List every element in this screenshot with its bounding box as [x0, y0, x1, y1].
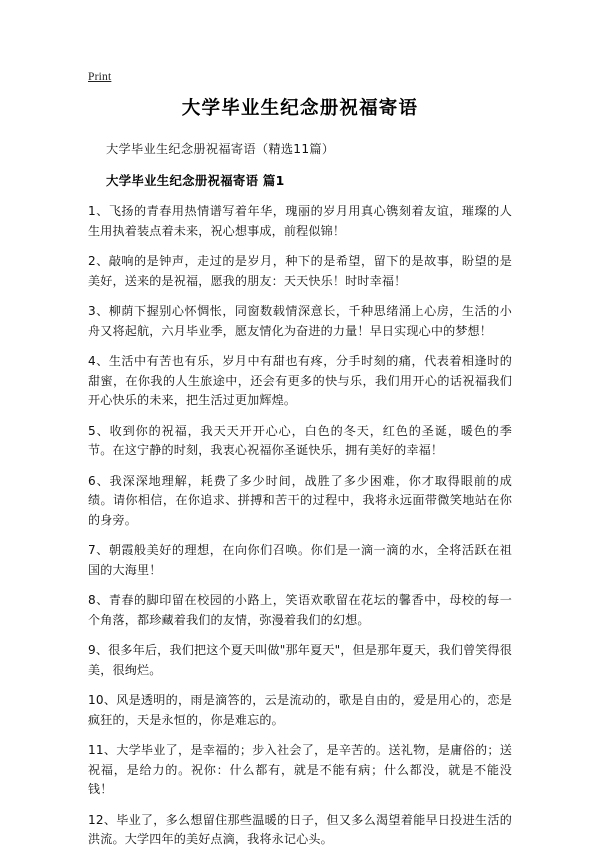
list-item: 11、大学毕业了，是幸福的；步入社会了，是辛苦的。送礼物，是庸俗的；送祝福，是给力的。祝你：什么都有，就是不能有病；什么都没，就是不能没钱！	[88, 743, 512, 796]
list-item: 9、很多年后，我们把这个夏天叫做"那年夏天"，但是那年夏天，我们曾笑得很美，很绚烂。	[88, 643, 512, 677]
list-item: 5、收到你的祝福，我天天开开心心，白色的冬天，红色的圣诞，暖色的季节。在这宁静的时刻，我衷心祝福你圣诞快乐，拥有美好的幸福！	[88, 423, 512, 457]
list-item: 10、风是透明的，雨是滴答的，云是流动的，歌是自由的，爱是用心的，恋是疯狂的，天是永恒的，你是难忘的。	[88, 693, 512, 727]
list-item: 12、毕业了，多么想留住那些温暖的日子，但又多么渴望着能早日投进生活的洪流。大学四年的美好点滴，我将永记心头。	[88, 812, 512, 846]
list-item: 1、飞扬的青春用热情谱写着年华，瑰丽的岁月用真心镌刻着友谊，璀璨的人生用执着装点着未来，祝心想事成，前程似锦！	[88, 204, 512, 238]
list-item: 8、青春的脚印留在校园的小路上，笑语欢歌留在花坛的馨香中，母校的每一个角落，都珍藏着我们的友情，弥漫着我们的幻想。	[88, 593, 512, 627]
page-title: 大学毕业生纪念册祝福寄语	[181, 98, 419, 119]
print-link[interactable]: Print	[88, 71, 112, 83]
document-subtitle: 大学毕业生纪念册祝福寄语（精选11篇）	[106, 142, 335, 156]
list-item: 6、我深深地理解，耗费了多少时间，战胜了多少困难，你才取得眼前的成绩。请你相信，在你追求、拼搏和苦干的过程中，我将永远面带微笑地站在你的身旁。	[88, 473, 512, 527]
list-item: 2、敲响的是钟声，走过的是岁月，种下的是希望，留下的是故事，盼望的是美好，送来的是祝福，愿我的朋友：天天快乐！时时幸福！	[88, 254, 512, 288]
paragraph-list	[88, 202, 512, 850]
section-heading: 大学毕业生纪念册祝福寄语 篇1	[106, 173, 285, 188]
list-item: 3、柳荫下握别心怀惆怅，同窗数载情深意长，千种思绪涌上心房，生活的小舟又将起航，六月毕业季，愿友情化为奋进的力量！早日实现心中的梦想！	[88, 304, 512, 338]
document-content	[88, 96, 512, 850]
list-item: 7、朝霞般美好的理想，在向你们召唤。你们是一滴一滴的水，全将活跃在祖国的大海里！	[88, 543, 512, 577]
list-item: 4、生活中有苦也有乐，岁月中有甜也有疼，分手时刻的痛，代表着相逢时的甜蜜，在你我的人生旅途中，还会有更多的快与乐，我们用开心的话祝福我们开心快乐的未来，把生活过更加辉煌。	[88, 354, 512, 407]
